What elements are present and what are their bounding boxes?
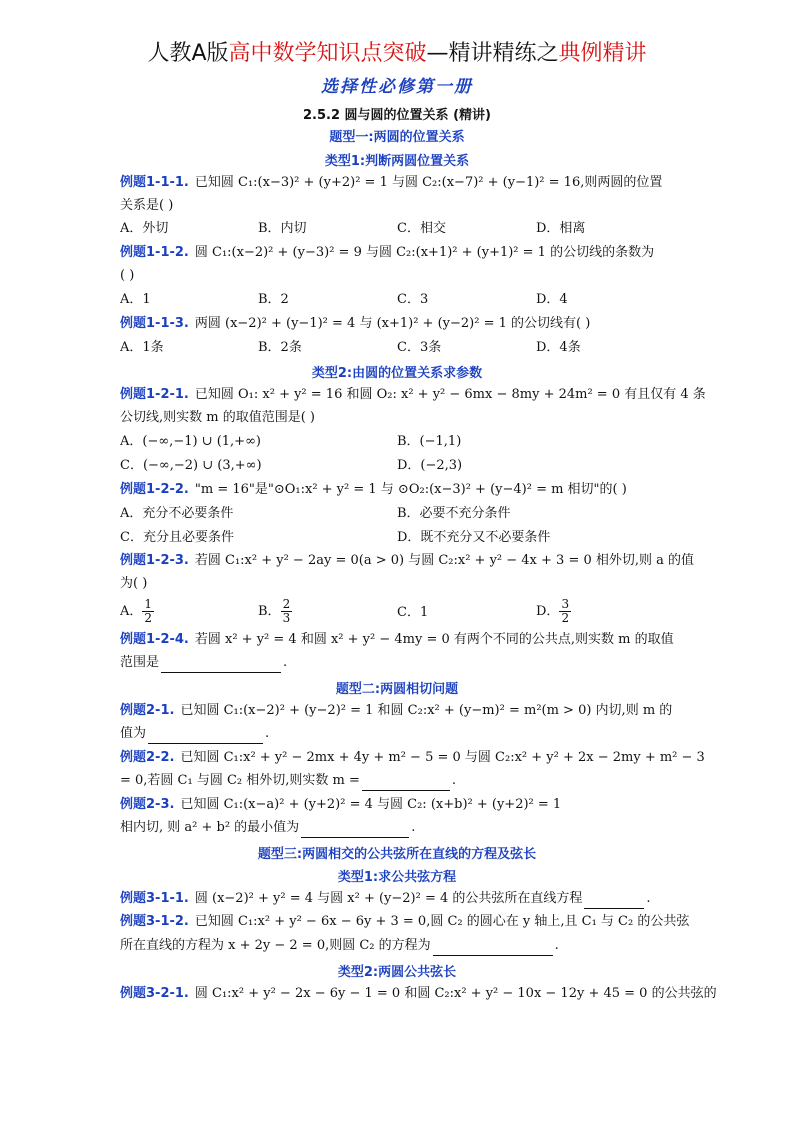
answer-blank[interactable] xyxy=(584,894,644,909)
type-heading: 类型2:由圆的位置关系求参数 xyxy=(311,366,483,381)
question-end: . xyxy=(451,773,457,788)
answer-blank[interactable] xyxy=(161,658,281,673)
answer-blank[interactable] xyxy=(301,823,409,838)
question-line xyxy=(120,385,706,405)
option-d: D．相离 xyxy=(536,221,586,236)
question-end: . xyxy=(646,891,651,906)
question-line xyxy=(120,480,627,500)
option-b: B．必要不充分条件 xyxy=(397,506,511,521)
title-part: 人教A版 xyxy=(147,41,229,66)
question-text: 已知圆 O₁: x² + y² = 16 和圆 O₂: x² + y² − 6mx − 8my + 24m² = 0 有且仅有 4 条 xyxy=(194,387,706,402)
question-line xyxy=(120,173,662,193)
question-line xyxy=(120,630,674,650)
option-c: C．相交 xyxy=(397,221,446,236)
numerator: 3 xyxy=(561,597,570,611)
question-line xyxy=(120,984,717,1004)
type-heading: 类型1:求公共弦方程 xyxy=(337,870,457,885)
type-heading: 类型2:两圆公共弦长 xyxy=(337,965,457,980)
numerator: 2 xyxy=(282,597,291,611)
question-label: 例题1-1-1. xyxy=(120,175,189,190)
question-text: 圆 C₁:x² + y² − 2x − 6y − 1 = 0 和圆 C₂:x² + y² − 10x − 12y + 45 = 0 的公共弦的 xyxy=(194,986,717,1001)
question-text: 圆 C₁:(x−2)² + (y−3)² = 9 与圆 C₂:(x+1)² + (y+1)² = 1 的公切线的条数为 xyxy=(194,245,655,260)
title-part: —精讲精练之 xyxy=(426,41,559,66)
question-label: 例题2-3. xyxy=(120,797,175,812)
question-line xyxy=(120,701,672,721)
option-b: B．(−1,1) xyxy=(397,434,462,449)
option-d: D．既不充分又不必要条件 xyxy=(397,530,551,545)
question-text: 已知圆 C₁:(x−3)² + (y+2)² = 1 与圆 C₂:(x−7)² + (y−1)² = 16,则两圆的位置 xyxy=(194,175,663,190)
question-label: 例题2-2. xyxy=(120,750,175,765)
section-heading: 题型二:两圆相切问题 xyxy=(335,682,459,697)
question-text: 两圆 (x−2)² + (y−1)² = 4 与 (x+1)² + (y−2)² = 1 的公切线有( ) xyxy=(194,316,591,331)
denominator: 2 xyxy=(144,611,153,625)
question-label: 例题1-1-2. xyxy=(120,245,189,260)
option-d: D．4 xyxy=(536,292,568,307)
question-line: 公切线,则实数 m 的取值范围是( ) xyxy=(120,410,316,425)
question-text: 若圆 C₁:x² + y² − 2ay = 0(a > 0) 与圆 C₂:x² + y² − 4x + 3 = 0 相外切,则 a 的值 xyxy=(194,553,695,568)
question-end: . xyxy=(265,726,270,741)
document-title xyxy=(0,40,794,68)
question-text: = 0,若圆 C₁ 与圆 C₂ 相外切,则实数 m = xyxy=(120,773,360,788)
option-c: C．3 xyxy=(397,292,429,307)
option-a: A．(−∞,−1) ∪ (1,+∞) xyxy=(120,434,261,449)
question-line: ( ) xyxy=(120,268,135,283)
type-heading: 类型1:判断两圆位置关系 xyxy=(324,154,470,169)
denominator: 2 xyxy=(561,611,570,625)
question-line xyxy=(120,243,654,263)
question-text: 已知圆 C₁:x² + y² − 2mx + 4y + m² − 5 = 0 与圆 C₂:x² + y² + 2x − 2my + m² − 3 xyxy=(180,750,705,765)
denominator: 3 xyxy=(282,611,291,625)
question-line xyxy=(120,771,456,791)
option-a: A．1条 xyxy=(120,340,164,355)
document-subtitle: 选择性必修第一册 xyxy=(321,77,473,97)
question-text: 已知圆 C₁:x² + y² − 6x − 6y + 3 = 0,圆 C₂ 的圆心在 y 轴上,且 C₁ 与 C₂ 的公共弦 xyxy=(194,914,690,929)
lesson-title: 2.5.2 圆与圆的位置关系 (精讲) xyxy=(303,108,491,123)
question-line xyxy=(120,314,590,334)
option-letter: D． xyxy=(536,604,560,619)
option-c: C．(−∞,−2) ∪ (3,+∞) xyxy=(120,458,262,473)
question-label: 例题3-2-1. xyxy=(120,986,189,1001)
option-letter: A． xyxy=(120,604,143,619)
option-a xyxy=(120,598,154,626)
answer-blank[interactable] xyxy=(148,729,263,744)
option-a: A．1 xyxy=(120,292,151,307)
question-line: 关系是( ) xyxy=(120,198,174,213)
question-text: 相内切, 则 a² + b² 的最小值为 xyxy=(120,820,300,835)
option-c: C．3条 xyxy=(397,340,442,355)
question-label: 例题3-1-1. xyxy=(120,891,189,906)
numerator: 1 xyxy=(144,597,153,611)
fraction xyxy=(281,598,293,625)
section-heading: 题型三:两圆相交的公共弦所在直线的方程及弦长 xyxy=(257,847,537,862)
question-label: 例题1-2-4. xyxy=(120,632,189,647)
title-part: 高中数学知识点突破 xyxy=(228,41,427,66)
question-text: 若圆 x² + y² = 4 和圆 x² + y² − 4my = 0 有两个不同的公共点,则实数 m 的取值 xyxy=(194,632,674,647)
option-d: D．4条 xyxy=(536,340,581,355)
option-b: B．2 xyxy=(258,292,289,307)
question-label: 例题1-2-2. xyxy=(120,482,189,497)
question-label: 例题1-2-3. xyxy=(120,553,189,568)
option-d: D．(−2,3) xyxy=(397,458,463,473)
question-line xyxy=(120,936,559,956)
option-letter: B． xyxy=(258,604,281,619)
answer-blank[interactable] xyxy=(362,776,450,791)
question-line xyxy=(120,653,287,673)
question-text: 已知圆 C₁:(x−2)² + (y−2)² = 1 和圆 C₂:x² + (y−m)² = m²(m > 0) 内切,则 m 的 xyxy=(180,703,673,718)
question-line xyxy=(120,912,689,932)
question-line xyxy=(120,795,561,815)
section-heading: 题型一:两圆的位置关系 xyxy=(329,130,465,145)
question-line xyxy=(120,818,415,838)
question-line xyxy=(120,551,694,571)
question-text: 已知圆 C₁:(x−a)² + (y+2)² = 4 与圆 C₂: (x+b)² + (y+2)² = 1 xyxy=(180,797,562,812)
question-line xyxy=(120,889,651,909)
fraction xyxy=(142,598,154,625)
answer-blank[interactable] xyxy=(433,941,553,956)
option-c: C．充分且必要条件 xyxy=(120,530,234,545)
option-a: A．充分不必要条件 xyxy=(120,506,234,521)
title-part: 典例精讲 xyxy=(558,41,647,66)
question-line xyxy=(120,748,705,768)
option-b: B．2条 xyxy=(258,340,302,355)
question-text: "m = 16"是"⊙O₁:x² + y² = 1 与 ⊙O₂:(x−3)² + (y−4)² = m 相切"的( ) xyxy=(194,482,627,497)
question-end: . xyxy=(411,820,416,835)
question-line: 为( ) xyxy=(120,576,148,591)
question-text: 范围是 xyxy=(120,655,160,670)
question-line xyxy=(120,724,269,744)
question-text: 所在直线的方程为 x + 2y − 2 = 0,则圆 C₂ 的方程为 xyxy=(120,938,431,953)
question-text: 圆 (x−2)² + y² = 4 与圆 x² + (y−2)² = 4 的公共弦所在直线方程 xyxy=(194,891,583,906)
fraction xyxy=(559,598,571,625)
question-end: . xyxy=(283,655,288,670)
option-b: B．内切 xyxy=(258,221,307,236)
question-label: 例题2-1. xyxy=(120,703,175,718)
option-b xyxy=(258,598,292,626)
option-a: A．外切 xyxy=(120,221,169,236)
question-label: 例题3-1-2. xyxy=(120,914,189,929)
option-c: C．1 xyxy=(397,605,429,620)
question-end: . xyxy=(554,938,559,953)
question-text: 值为 xyxy=(120,726,147,741)
question-label: 例题1-2-1. xyxy=(120,387,189,402)
question-label: 例题1-1-3. xyxy=(120,316,189,331)
option-d xyxy=(536,598,571,626)
